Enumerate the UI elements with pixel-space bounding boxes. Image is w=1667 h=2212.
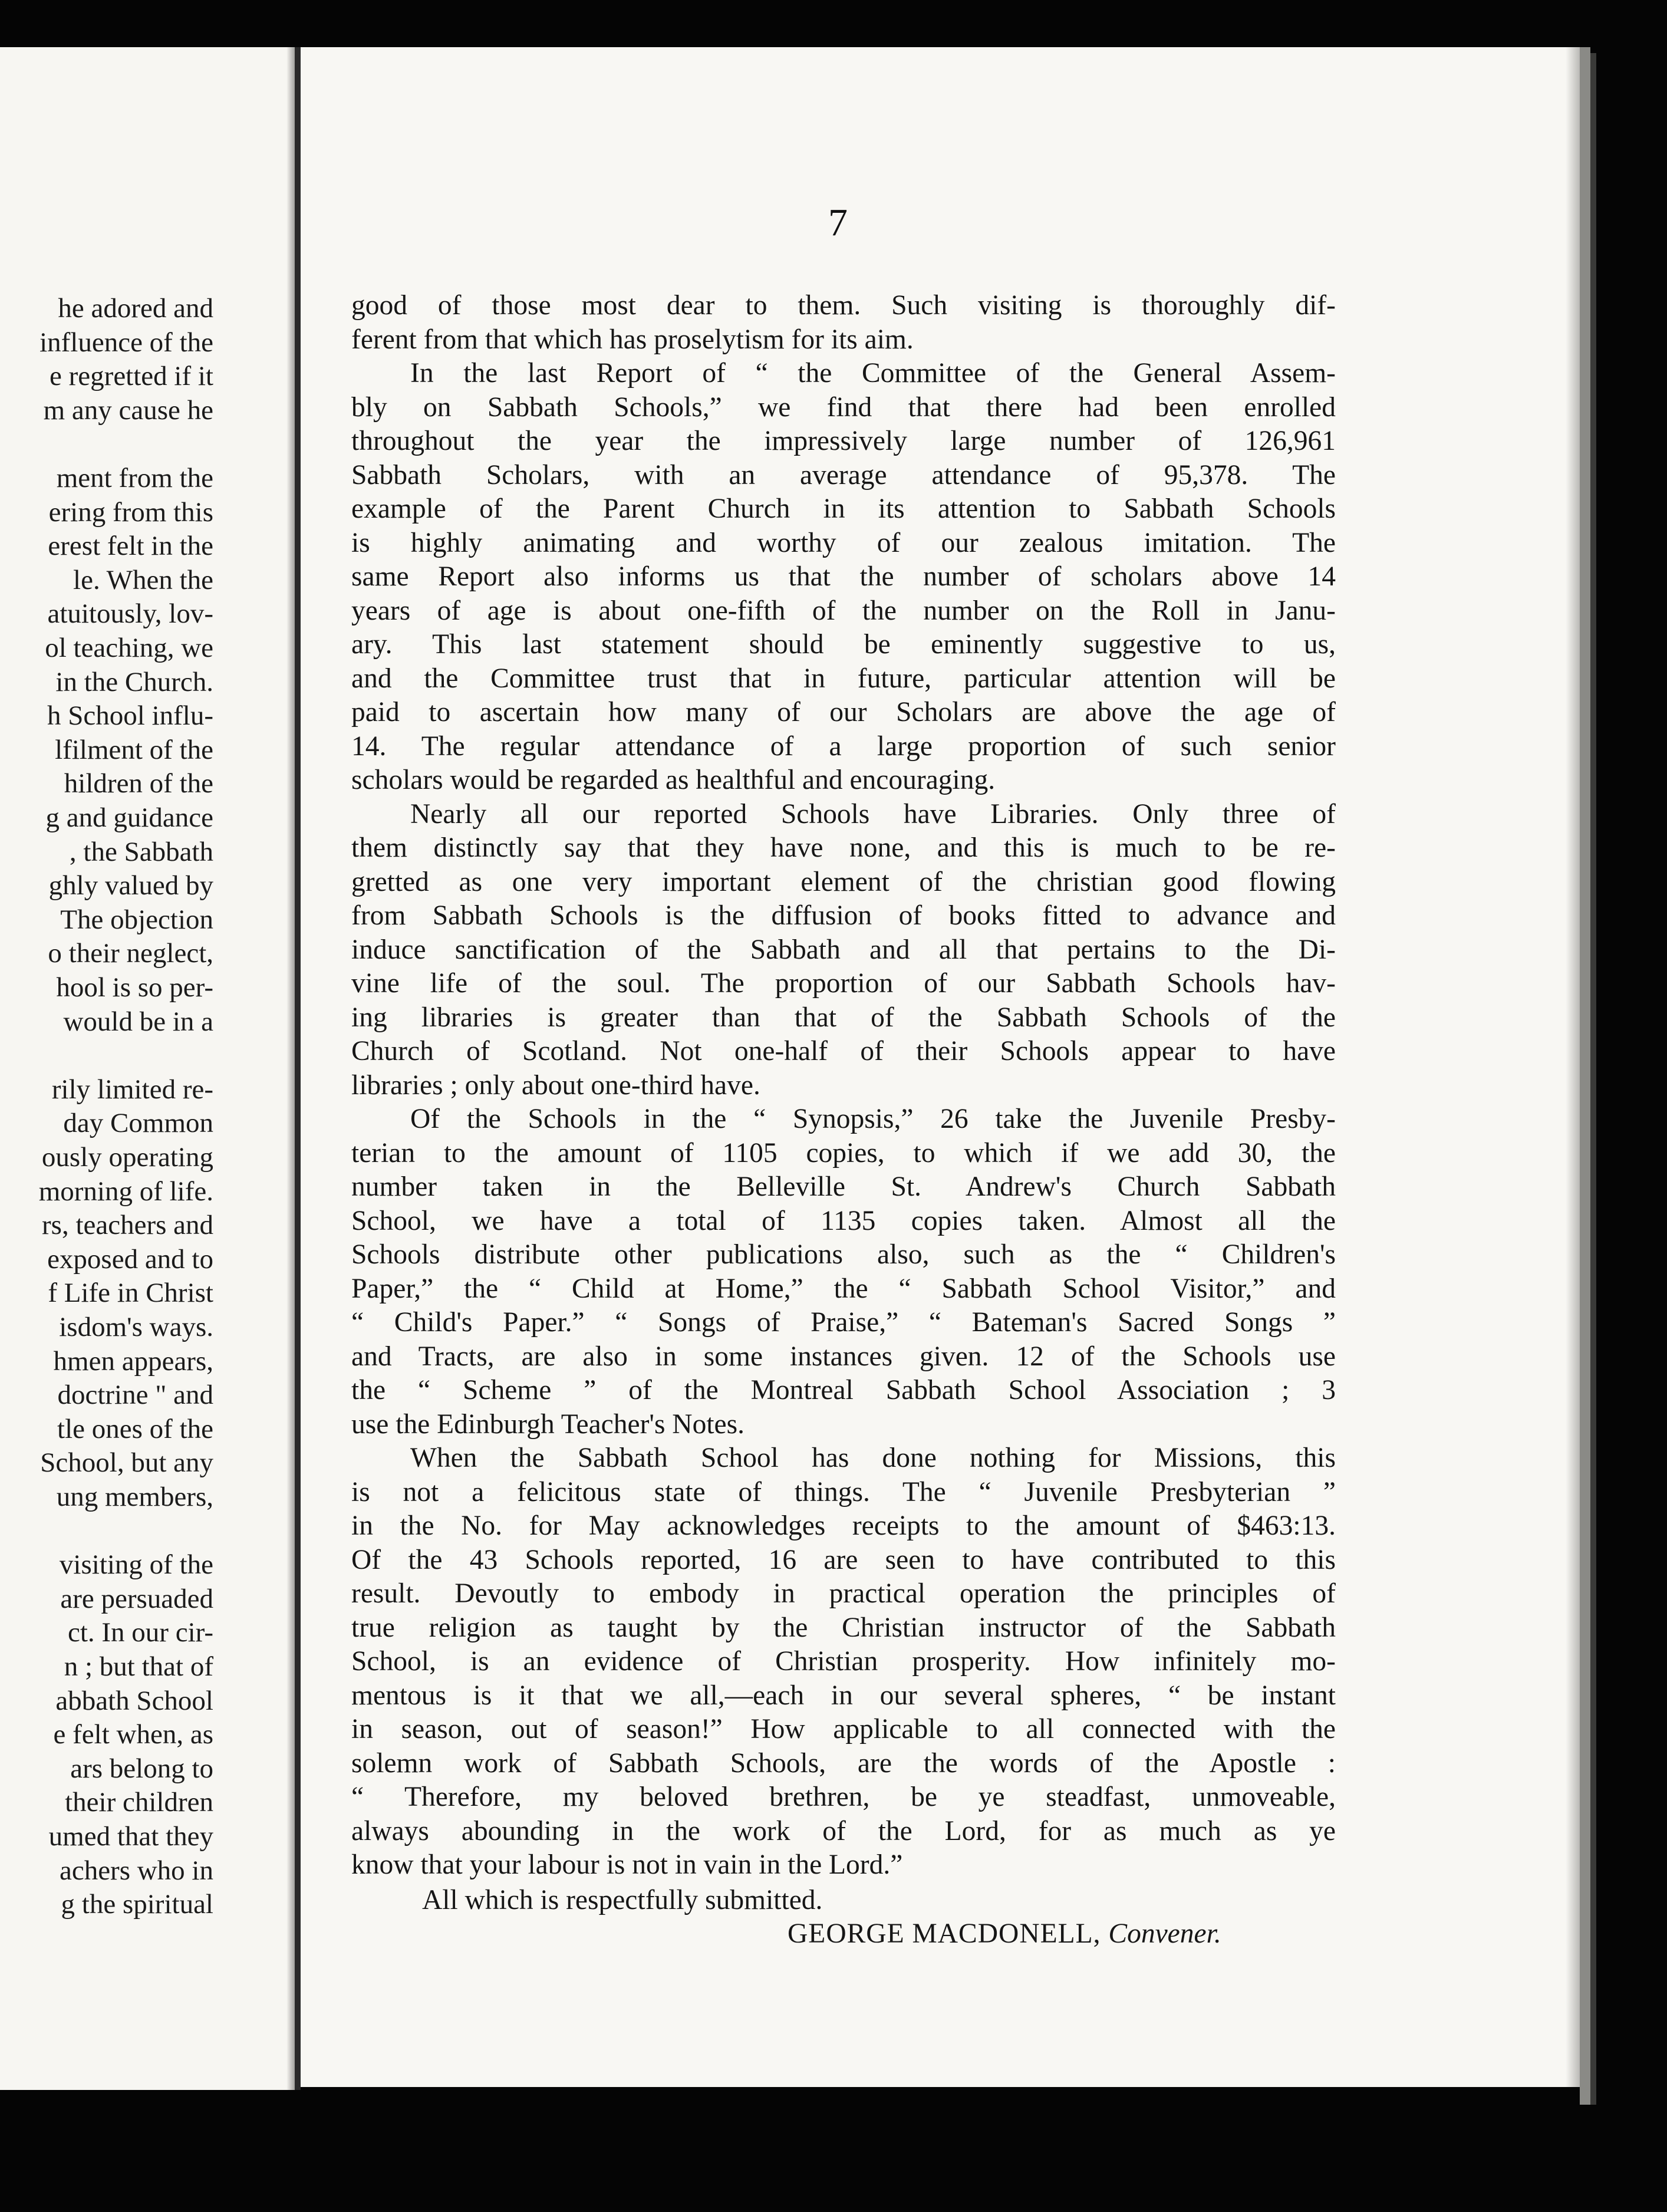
left-page-line: ct. In our cir- (67, 1617, 213, 1648)
text-line: is highly animating and worthy of our zealous imitation. The (351, 527, 1336, 558)
text-line: 14. The regular attendance of a large proportion of such senior (351, 730, 1336, 762)
paragraph (351, 289, 1336, 357)
text-line: terian to the amount of 1105 copies, to which if we add 30, the (351, 1137, 1336, 1168)
text-line: them distinctly say that they have none, and this is much to be re- (351, 832, 1336, 863)
left-page-line: g the spiritual (61, 1889, 213, 1920)
left-page-line: o their neglect, (48, 938, 213, 969)
text-line: result. Devoutly to embody in practical operation the principles of (351, 1578, 1336, 1609)
text-line: scholars would be regarded as healthful and encouraging. (351, 765, 996, 795)
page-block-edge (1580, 47, 1590, 2105)
text-line: vine life of the soul. The proportion of our Sabbath Schools hav- (351, 968, 1336, 999)
left-page-line: e regretted if it (50, 361, 213, 392)
text-line: Schools distribute other publications also, such as the “ Children's (351, 1239, 1336, 1270)
text-line: is not a felicitous state of things. The “ Juvenile Presbyterian ” (351, 1476, 1336, 1507)
text-line: solemn work of Sabbath Schools, are the words of the Apostle : (351, 1747, 1336, 1779)
left-page-line: The objection (60, 904, 213, 935)
text-line: School, we have a total of 1135 copies taken. Almost all the (351, 1205, 1336, 1236)
text-line: good of those most dear to them. Such visiting is thoroughly dif- (351, 290, 1336, 321)
left-page-line: tle ones of the (57, 1413, 213, 1444)
left-page-line: h School influ- (47, 700, 213, 732)
text-line: gretted as one very important element of the christian good flowing (351, 866, 1336, 897)
left-page-line: ars belong to (70, 1753, 213, 1784)
text-line: use the Edinburgh Teacher's Notes. (351, 1408, 744, 1440)
text-line: ferent from that which has proselytism for its aim. (351, 324, 914, 355)
text-line: Of the Schools in the “ Synopsis,” 26 take the Juvenile Presby- (410, 1104, 1336, 1134)
text-line: induce sanctification of the Sabbath and all that pertains to the Di- (351, 934, 1336, 965)
left-page-line: in the Church. (55, 666, 213, 697)
text-line: paid to ascertain how many of our Scholars are above the age of (351, 697, 1336, 728)
left-page-line: are persuaded (60, 1583, 213, 1614)
text-line: and the Committee trust that in future, particular attention will be (351, 663, 1336, 694)
text-line: same Report also informs us that the number of scholars above 14 (351, 561, 1336, 592)
left-page-line: m any cause he (43, 394, 213, 426)
text-line: know that your labour is not in vain in the Lord.” (351, 1849, 903, 1880)
left-page-line: g and guidance (45, 802, 213, 833)
left-page-line: hmen appears, (53, 1345, 213, 1377)
left-facing-page (0, 47, 295, 2090)
left-page-line: visiting of the (59, 1549, 213, 1581)
left-page-text (0, 47, 295, 2090)
report-body (351, 289, 1336, 1882)
left-page-line: , the Sabbath (69, 836, 213, 867)
text-line: “ Therefore, my beloved brethren, be ye steadfast, unmoveable, (351, 1782, 1336, 1812)
left-page-line: School, but any (40, 1447, 213, 1479)
text-line: Of the 43 Schools reported, 16 are seen to have contributed to this (351, 1544, 1336, 1575)
left-page-line: f Life in Christ (48, 1278, 213, 1309)
left-page-line: achers who in (59, 1855, 213, 1886)
left-page-line: rily limited re- (51, 1074, 213, 1105)
left-page-line: ment from the (56, 463, 213, 493)
text-line: Sabbath Scholars, with an average attendance of 95,378. The (351, 459, 1336, 491)
left-page-line: umed that they (48, 1821, 213, 1852)
text-line: years of age is about one-fifth of the number on the Roll in Janu- (351, 595, 1336, 626)
text-line: Church of Scotland. Not one-half of their Schools appear to have (351, 1036, 1336, 1066)
left-page-line: ering from this (48, 496, 213, 528)
left-page-line: lfilment of the (55, 734, 213, 765)
paragraph (351, 798, 1336, 1103)
paragraph (351, 1441, 1336, 1882)
text-line: ary. This last statement should be eminently suggestive to us, (351, 629, 1336, 660)
left-page-line: hildren of the (64, 768, 213, 799)
left-page-line: ghly valued by (48, 870, 213, 901)
text-line: example of the Parent Church in its attention to Sabbath Schools (351, 493, 1336, 524)
left-page-line: atuitously, lov- (47, 598, 213, 630)
left-page-line: morning of life. (38, 1176, 213, 1207)
text-line: In the last Report of “ the Committee of the General Assem- (410, 358, 1336, 389)
text-line: When the Sabbath School has done nothing for Missions, this (410, 1443, 1336, 1473)
text-line: number taken in the Belleville St. Andrew's Church Sabbath (351, 1171, 1336, 1202)
left-page-line: erest felt in the (48, 531, 213, 562)
text-line: from Sabbath Schools is the diffusion of books fitted to advance and (351, 900, 1336, 931)
text-line: mentous is it that we all,—each in our several spheres, “ be instant (351, 1680, 1336, 1711)
text-line: libraries ; only about one-third have. (351, 1069, 760, 1101)
left-page-line: would be in a (63, 1006, 213, 1037)
text-line: the “ Scheme ” of the Montreal Sabbath School Association ; 3 (351, 1375, 1336, 1405)
closing-line: All which is respectfully submitted. (422, 1885, 823, 1915)
text-line: true religion as taught by the Christian instructor of the Sabbath (351, 1612, 1336, 1643)
left-page-line: exposed and to (47, 1243, 213, 1275)
text-line: always abounding in the work of the Lord, for as much as ye (351, 1815, 1336, 1846)
paragraph (351, 357, 1336, 798)
left-page-line: their children (65, 1787, 213, 1818)
text-line: in season, out of season!” How applicable to all connected with the (351, 1714, 1336, 1744)
left-page-line: rs, teachers and (42, 1210, 213, 1241)
text-line: bly on Sabbath Schools,” we find that there had been enrolled (351, 391, 1336, 423)
gutter-shadow (286, 47, 295, 2090)
text-line: in the No. for May acknowledges receipts to the amount of $463:13. (351, 1510, 1336, 1541)
text-line: “ Child's Paper.” “ Songs of Praise,” “ Bateman's Sacred Songs ” (351, 1307, 1336, 1338)
left-page-line: ol teaching, we (45, 633, 213, 663)
text-line: Nearly all our reported Schools have Libraries. Only three of (410, 798, 1336, 830)
left-page-line: ung members, (56, 1482, 213, 1512)
page-block-edge-dark (1590, 53, 1596, 2105)
left-page-line: abbath School (55, 1685, 213, 1716)
left-page-line: e felt when, as (53, 1719, 213, 1750)
left-page-line: influence of the (39, 327, 213, 358)
text-line: throughout the year the impressively large number of 126,961 (351, 426, 1336, 456)
text-line: and Tracts, are also in some instances given. 12 of the Schools use (351, 1341, 1336, 1372)
book-spine (295, 47, 301, 2090)
paragraph (351, 1102, 1336, 1441)
text-line: School, is an evidence of Christian prosperity. How infinitely mo- (351, 1646, 1336, 1677)
signature-name: GEORGE MACDONELL, (788, 1918, 1101, 1949)
signature-title: Convener. (1108, 1918, 1221, 1949)
left-page-line: he adored and (58, 293, 213, 324)
page-number: 7 (828, 201, 848, 244)
page-edge-shadow (1566, 47, 1580, 2087)
left-page-line: le. When the (73, 564, 213, 595)
left-page-line: ously operating (41, 1142, 213, 1173)
left-page-line: isdom's ways. (59, 1312, 213, 1342)
text-line: ing libraries is greater than that of the Sabbath Schools of the (351, 1002, 1336, 1033)
left-page-line: hool is so per- (56, 972, 213, 1003)
left-page-line: day Common (63, 1108, 213, 1139)
left-page-line: doctrine " and (57, 1380, 213, 1411)
signature (788, 1920, 1221, 1948)
left-page-line: n ; but that of (64, 1651, 213, 1682)
text-line: Paper,” the “ Child at Home,” the “ Sabbath School Visitor,” and (351, 1273, 1336, 1304)
